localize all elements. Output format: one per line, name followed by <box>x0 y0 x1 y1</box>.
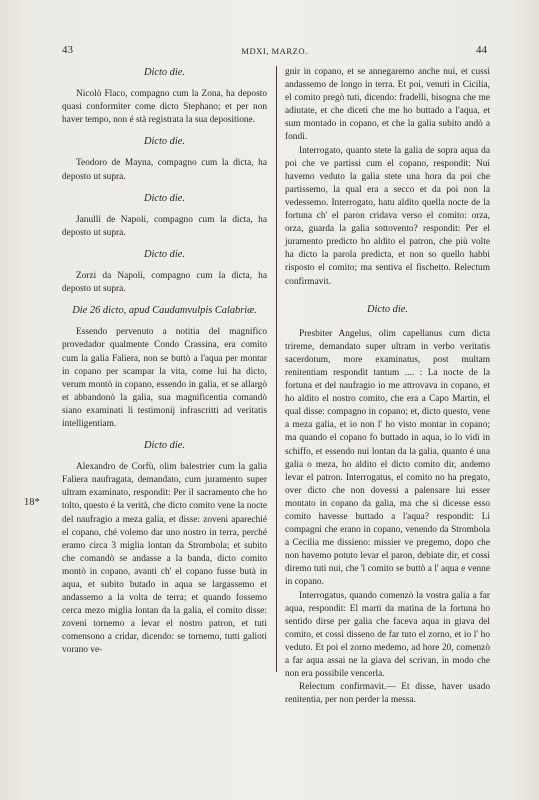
entry-text: Alexandro de Corfù, olim balestrier cum la galia Faliera naufragata, demandato, cum juramento super ultram examinato, respondit: Per il sacramento che ho tolto, questo é la verità, che dicto comito vene la nocte del naufragio a meza galia, et disse: zoveni aparechié el copano, ché volemo dar uno nostro in terra, perché eramo circa 3 miglia lontan da Strombola; et subito che comandò se andasse a la banda, dicto comito montò in copano, avanti ch' el copano fusse butà in aqua, et subito butado in aqua se largassemo et andassemo a la volta de terra; et quando fossemo cerca mezo miglia lontan da la galia, el comito disse: zoveni tornemo a levar el nostro patron, et tuti comensono a cridar, dicendo: se tornemo, tutti galioti vorano ve- <box>62 462 267 656</box>
right-column <box>285 66 490 707</box>
entry-relectum <box>285 681 490 707</box>
entry-heading: Die 26 dicto, apud Caudamvulpis Calabriæ. <box>72 305 257 317</box>
entry-alexandro <box>62 439 267 658</box>
entry-janulli <box>62 192 267 240</box>
entry-text: Interrogato, quanto stete la galia de sopra aqua da poi che ve partissi cum el copano, respondit: Nui havemo veduto la galia stete una hora da poi che partissemo, la qual era a secco et da poi non la vedessemo. Interrogato, hatu aldito quella nocte de la fortuna ch' el paron cridava verso el comito: orza, orza, guarda la galia sottovento? respondit: Per el juramento predicto ho aldito el patron, che più volte ha dicto la parola predicta, et non so quello habbi risposto el comito; ma sentiva el fischetto. Relectum confirmavit. <box>285 145 490 287</box>
entry-interrogato <box>285 145 490 289</box>
running-header <box>62 44 487 58</box>
entry-text: gnir in copano, et se annegaremo anche nui, et cussi andassemo de longo in terra. Et poi, venuti in Cicilia, el comito pregò tuti, dicendo: fradelli, bisogna che me adiutate, et che diceti che me ho buttado a l'aqua, et sum montado in copano, et che la galia subito andò a fondi. <box>285 67 490 143</box>
left-column <box>62 66 267 658</box>
entry-heading: Dicto die. <box>144 192 185 204</box>
page-number-left: 43 <box>62 44 73 56</box>
entry-heading: Dicto die. <box>367 303 408 315</box>
entry-text: Relectum confirmavit.— Et disse, haver usado renitentia, per non perder la messa. <box>285 682 490 706</box>
entry-heading: Dicto die. <box>144 248 185 260</box>
entry-interrogatus <box>285 590 490 682</box>
entry-caudamvulpis <box>62 304 267 431</box>
entry-text: Zorzi da Napoli, compagno cum la dicta, ha deposto ut supra. <box>62 271 267 295</box>
entry-continuation <box>285 66 490 145</box>
column-rule <box>276 66 277 672</box>
entry-heading: Dicto die. <box>144 67 185 78</box>
entry-angelus <box>285 303 490 590</box>
page-number-right: 44 <box>476 44 487 56</box>
entry-text: Presbiter Angelus, olim capellanus cum dicta trireme, demandato super ultram in verbo veritatis sacerdotum, more examinatus, post multam renitentiam respondit tantum .... : La nocte de la fortuna et del naufragio io me attrovava in copano, et ho aldito el nostro comito, che era a Capo Martin, el qual disse: compagno in copano; et, dicto questo, vene a meza galia, et io non l' ho visto montar in copano; ma quando el copano fo buttado in aqua, io lo vidi in schiffo, et essendo nui lontan da la galia, quanto é una galia o meza, ho aldito el dicto comito dir, andemo levar el patron. Interrogatus, el comito no ha pregato, over dicto che non dovessi a palensare lui esser montato in copano da galia, ma che si dicesse esso comito havesse buttado a l'aqua? respondit: Li compagni che erano in copano, venendo da Strombola a Cecilia me dissieno: missier ve pregemo, dopo che non havemo potuto levar el paron, debiate dir, et cossì diremo tuti nui, che 'l comito se buttò a l' aqua e venne in copano. <box>285 328 490 588</box>
entry-text: Interrogatus, quando comenzò la vostra galia a far aqua, respondit: El marti da matina de la fortuna ho sentido dirse per galia che faceva aqua in giava del comito, et cossì disseno de far tuto el zorno, et io l' ho veduto. Et poi el zorno medemo, ad hore 20, comenzò a far aqua assai ne la giava del scrivan, in modo che non era possibile vencerla. <box>285 590 490 680</box>
entry-text: Nicolò Flaco, compagno cum la Zona, ha deposto quasi conformiter come dicto Stephano; et per non haver tempo, non é stà registrata la sua depositione. <box>62 89 267 126</box>
entry-text: Janulli de Napoli, compagno cum la dicta, ha deposto ut supra. <box>62 214 267 238</box>
running-title: MDXI, MARZO. <box>241 46 308 56</box>
entry-text: Essendo pervenuto a notitia del magnifico provedador qualmente Condo Crassina, era comito cum la galia Faliera, non se buttò a l'aqua per montar in copano per scampar la vita, come lui ha dicto, verum montò in copano, essendo in galia, et se allargò et abbandonò la galia, sua magnificentia comandò siano examinati li testimonij infrascritti ad veritatis intelligentiam. <box>62 327 267 429</box>
entry-mayna <box>62 135 267 183</box>
entry-flaco <box>62 66 267 127</box>
entry-zorzi <box>62 248 267 296</box>
entry-text: Teodoro de Mayna, compagno cum la dicta, ha deposto ut supra. <box>62 158 267 182</box>
margin-number: 18* <box>24 497 40 508</box>
entry-heading: Dicto die. <box>144 440 185 452</box>
entry-heading: Dicto die. <box>144 136 185 148</box>
